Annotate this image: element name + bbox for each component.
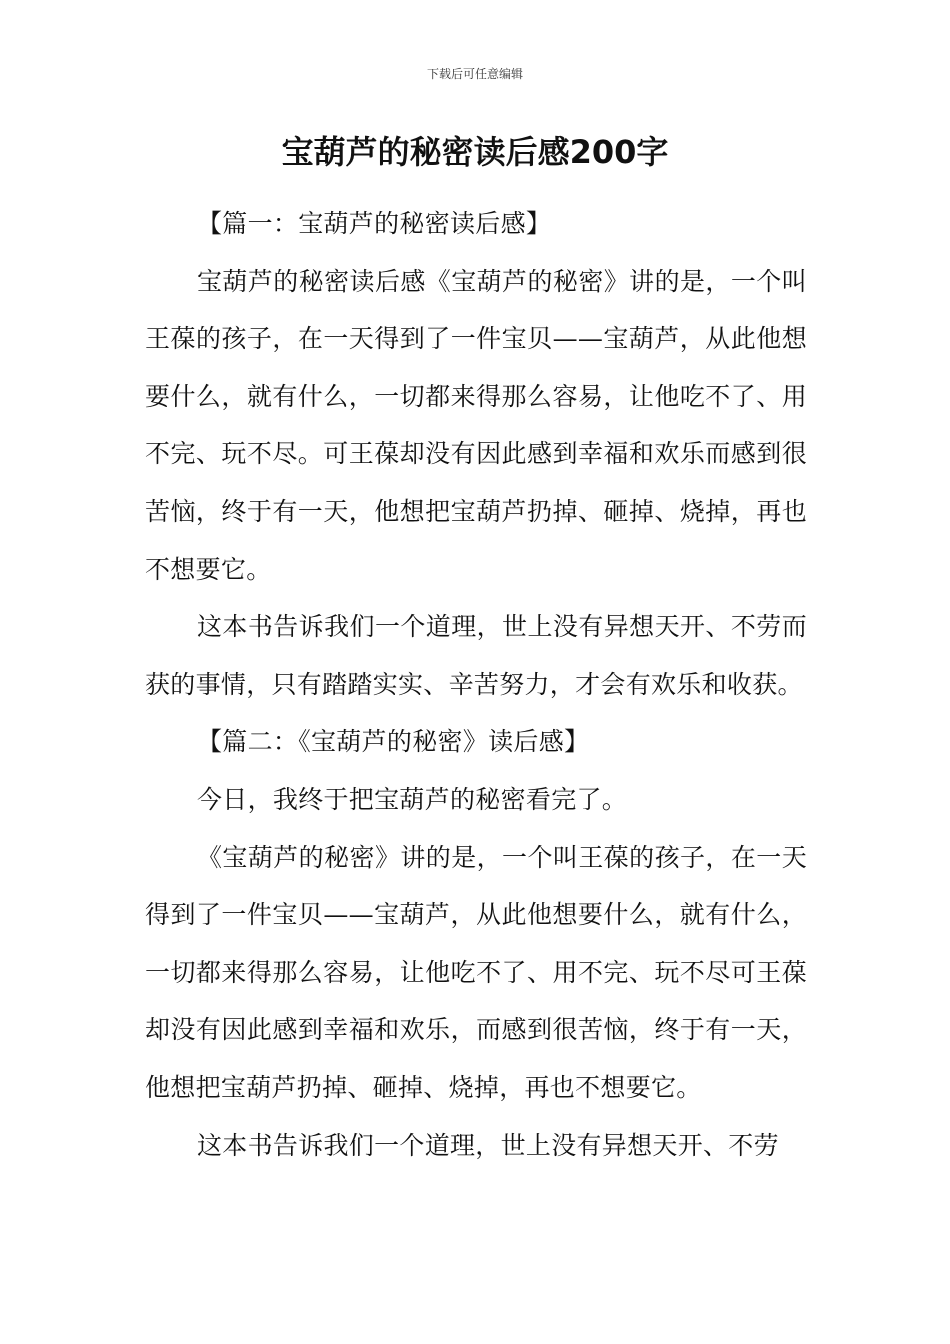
- paragraph: 宝葫芦的秘密读后感《宝葫芦的秘密》讲的是，一个叫王葆的孩子，在一天得到了一件宝贝——宝葫芦，从此他想要什么，就有什么，一切都来得那么容易，让他吃不了、用不完、玩不尽。可王葆却没有因此感到幸福和欢乐而感到很苦恼，终于有一天，他想把宝葫芦扔掉、砸掉、烧掉，再也不想要它。: [145, 266, 807, 584]
- document-title: 宝葫芦的秘密读后感200字: [281, 133, 669, 171]
- section-heading-2: 【篇二：《宝葫芦的秘密》读后感】: [197, 727, 590, 757]
- paragraph: 这本书告诉我们一个道理，世上没有异想天开、不劳而获的事情，只有踏踏实实、辛苦努力，才会有欢乐和收获。: [145, 612, 807, 699]
- paragraph: 这本书告诉我们一个道理，世上没有异想天开、不劳: [197, 1130, 779, 1160]
- paragraph: 今日，我终于把宝葫芦的秘密看完了。: [197, 784, 628, 814]
- header-note: 下载后可任意编辑: [426, 67, 523, 81]
- paragraph: 《宝葫芦的秘密》讲的是，一个叫王葆的孩子，在一天得到了一件宝贝——宝葫芦，从此他想要什么，就有什么，一切都来得那么容易，让他吃不了、用不完、玩不尽可王葆却没有因此感到幸福和欢乐，而感到很苦恼，终于有一天，他想把宝葫芦扔掉、砸掉、烧掉，再也不想要它。: [145, 842, 807, 1102]
- document-body: [145, 195, 807, 1174]
- section-heading-1: 【篇一：宝葫芦的秘密读后感】: [197, 209, 552, 238]
